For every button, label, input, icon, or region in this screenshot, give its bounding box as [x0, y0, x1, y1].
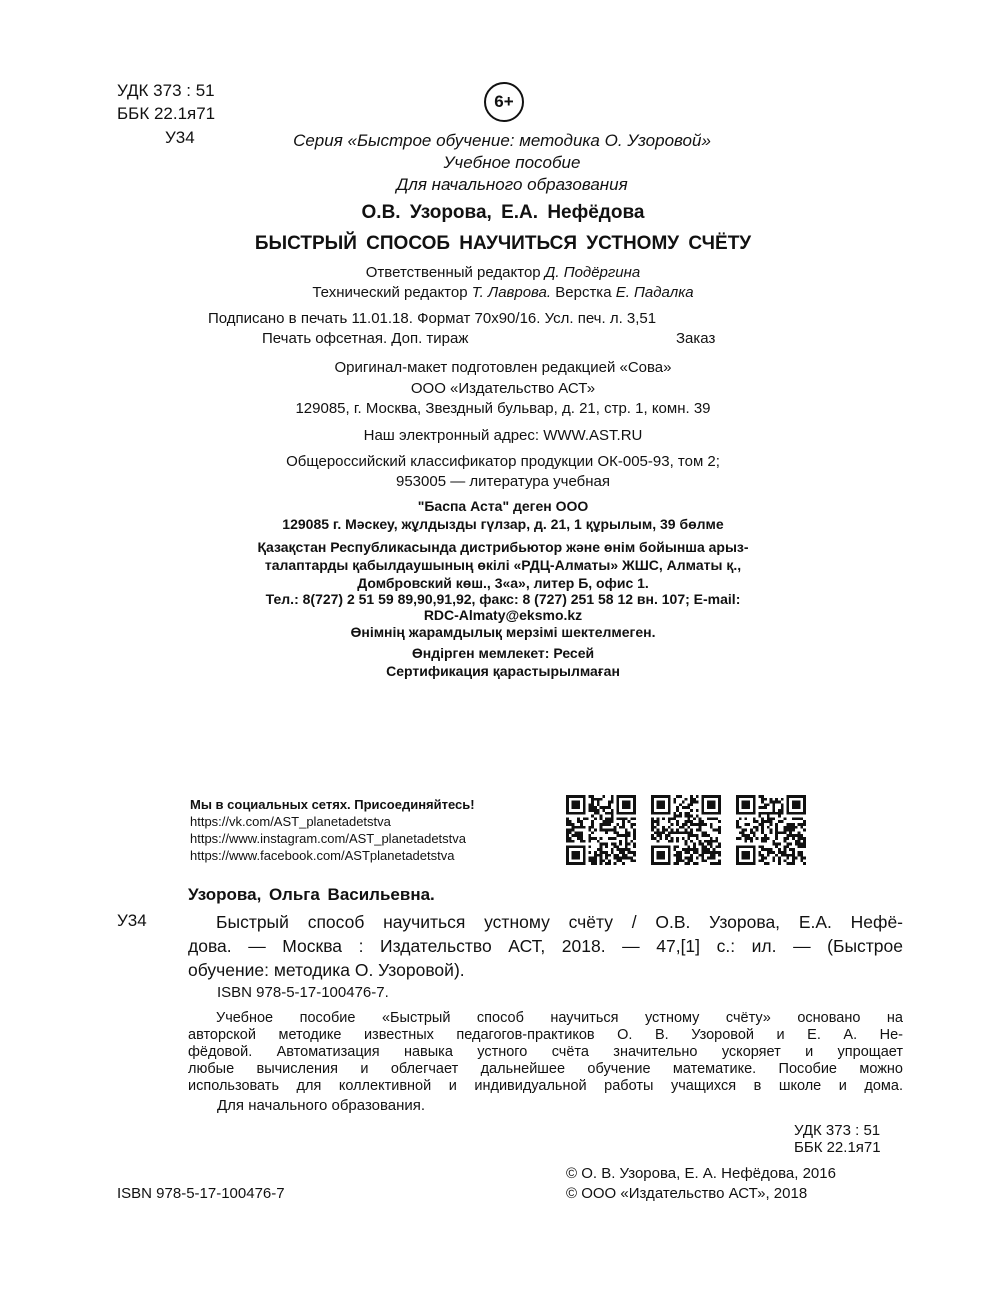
book-title: БЫСТРЫЙ СПОСОБ НАУЧИТЬСЯ УСТНОМУ СЧЁТУ: [254, 233, 752, 254]
authors: О.В. Узорова, Е.А. Нефёдова: [361, 202, 645, 223]
kazakh-line-3: Қазақстан Республикасында дистрибьютор және өнім бойынша арыз-: [257, 539, 749, 555]
biblio-reference: [188, 910, 903, 982]
technical-editor: [0, 283, 986, 302]
abstract-line-4: любые вычисления и облегчает дальнейшее обучение математике. Пособие можно: [188, 1061, 903, 1077]
abstract-line-5: использовать для коллективной и индивидуальной работы учащихся в школе и дома.: [188, 1078, 903, 1094]
bbk-code: ББК 22.1я71: [117, 104, 216, 123]
editor-label: Ответственный редактор: [365, 264, 541, 281]
reference-line-1: Быстрый способ научиться устному счёту / О.В. Узорова, Е.А. Нефё-: [216, 912, 903, 932]
author-sign: У34: [165, 128, 195, 147]
abstract: [188, 1010, 903, 1095]
publisher-name: ООО «Издательство АСТ»: [410, 380, 596, 397]
abstract-level: Для начального образования.: [217, 1097, 426, 1114]
tech-label: Технический редактор: [312, 284, 468, 301]
kazakh-line-10: Сертификация қарастырылмаған: [386, 663, 620, 679]
editor-name: Д. Подёргина: [544, 264, 641, 281]
reference-line-2: дова. — Москва : Издательство АСТ, 2018. — 47,[1] с.: ил. — (Быстрое: [188, 936, 903, 956]
abstract-line-1: Учебное пособие «Быстрый способ научиться устному счёту» основано на: [216, 1010, 903, 1026]
udk-code: УДК 373 : 51: [117, 81, 215, 100]
responsible-editor: [0, 263, 986, 282]
age-rating-badge: 6+: [484, 82, 524, 122]
kazakh-line-5: Домбровский көш., 3«а», литер Б, офис 1.: [357, 575, 649, 591]
biblio-udk: УДК 373 : 51: [794, 1122, 881, 1139]
social-link-instagram[interactable]: https://www.instagram.com/AST_planetadetstva: [190, 831, 467, 846]
copyright-publisher: © ООО «Издательство АСТ», 2018: [566, 1185, 808, 1202]
education-level: Для начального образования: [396, 175, 628, 194]
abstract-line-3: фёдовой. Автоматизация навыка устного счёта значительно ускоряет и упрощает: [188, 1044, 903, 1060]
series-title: Серия «Быстрое обучение: методика О. Узоровой»: [293, 131, 711, 150]
order-label: Заказ: [676, 330, 716, 347]
layout-label: Верстка: [555, 284, 612, 301]
kazakh-line-8: Өнімнің жарамдылық мерзімі шектелмеген.: [350, 624, 656, 640]
tech-name: Т. Лаврова.: [471, 284, 552, 301]
social-link-facebook[interactable]: https://www.facebook.com/ASTplanetadetstva: [190, 848, 455, 863]
prepared-by: Оригинал-макет подготовлен редакцией «Сова»: [334, 359, 672, 376]
reference-line-3: обучение: методика О. Узоровой).: [188, 960, 465, 980]
kazakh-line-9: Өндірген мемлекет: Ресей: [411, 645, 595, 661]
publisher-address: 129085, г. Москва, Звездный бульвар, д. 21, стр. 1, комн. 39: [295, 400, 711, 417]
kazakh-line-2: 129085 г. Мәскеу, жұлдызды гүлзар, д. 21, 1 құрылым, 39 бөлме: [282, 516, 724, 532]
biblio-author: Узорова, Ольга Васильевна.: [188, 885, 435, 904]
publication-type: Учебное пособие: [443, 153, 581, 172]
kazakh-line-1: "Баспа Аста" деген ООО: [417, 498, 589, 514]
footer-isbn: ISBN 978-5-17-100476-7: [117, 1185, 285, 1202]
qr-code-instagram[interactable]: [651, 795, 721, 865]
abstract-line-2: авторской методике известных педагогов-практиков О. В. Узоровой и Е. А. Не-: [188, 1027, 903, 1043]
kazakh-line-7: RDC-Almaty@eksmo.kz: [423, 607, 583, 623]
classifier-line-2: 953005 — литература учебная: [396, 473, 610, 490]
layout-name: Е. Падалка: [615, 284, 694, 301]
social-heading: Мы в социальных сетях. Присоединяйтесь!: [190, 797, 475, 812]
social-link-vk[interactable]: https://vk.com/AST_planetadetstva: [190, 814, 391, 829]
signed-to-print: Подписано в печать 11.01.18. Формат 70х90/16. Усл. печ. л. 3,51: [208, 310, 657, 327]
biblio-code: У34: [117, 911, 147, 930]
biblio-isbn: ISBN 978-5-17-100476-7.: [217, 984, 389, 1001]
qr-code-facebook[interactable]: [736, 795, 806, 865]
print-type: Печать офсетная. Доп. тираж: [262, 330, 469, 347]
kazakh-line-4: талаптарды қабылдаушының өкілі «РДЦ-Алматы» ЖШС, Алматы қ.,: [264, 557, 742, 573]
copyright-authors: © О. В. Узорова, Е. А. Нефёдова, 2016: [566, 1165, 836, 1182]
classifier-line-1: Общероссийский классификатор продукции ОК-005-93, том 2;: [286, 453, 720, 470]
publisher-website: Наш электронный адрес: WWW.AST.RU: [363, 427, 643, 444]
biblio-bbk: ББК 22.1я71: [794, 1139, 881, 1156]
kazakh-line-6: Тел.: 8(727) 2 51 59 89,90,91,92, факс: 8 (727) 251 58 12 вн. 107; E-mail:: [265, 591, 741, 607]
qr-code-vk[interactable]: [566, 795, 636, 865]
